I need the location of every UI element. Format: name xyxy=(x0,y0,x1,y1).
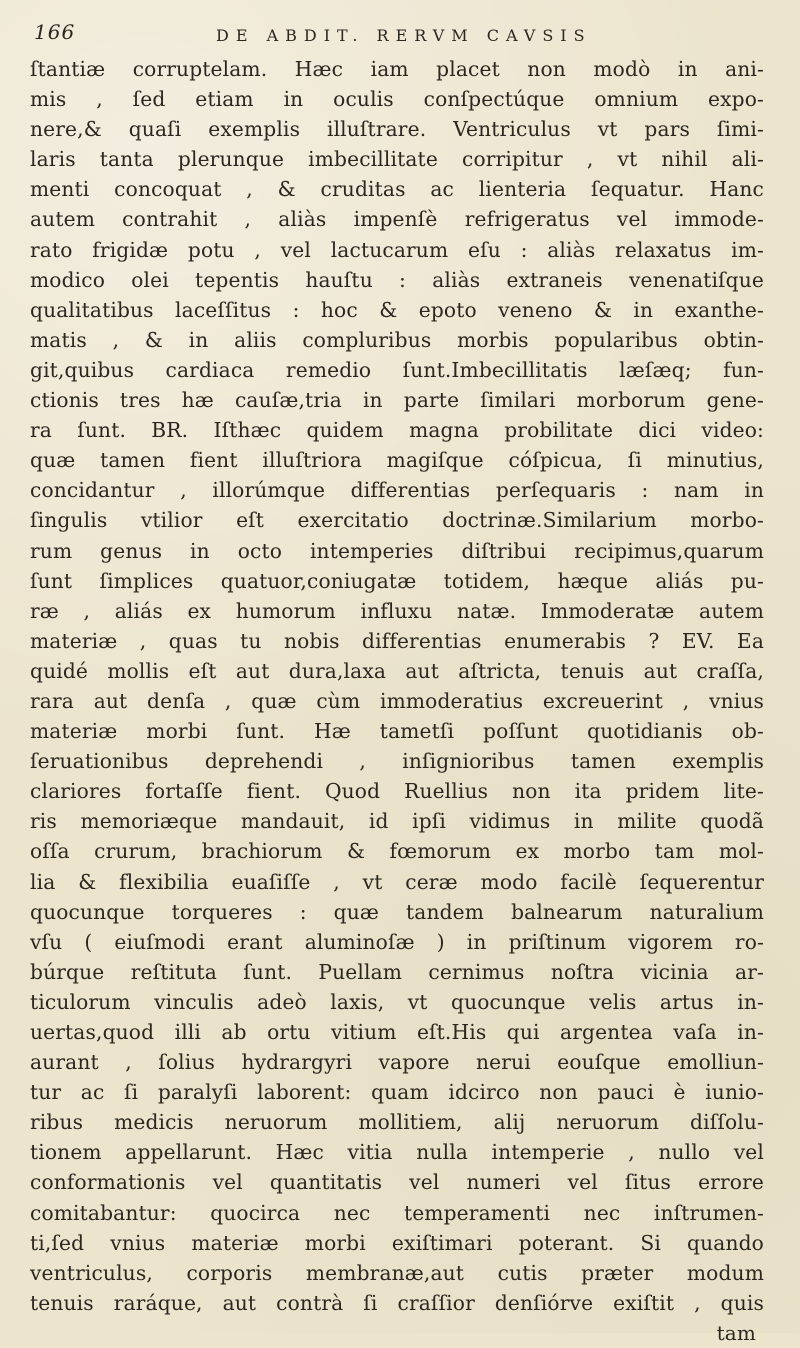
text-line: ſeruationibus deprehendi , inſignioribus tamen exemplis xyxy=(30,749,764,774)
text-line: quocunque torqueres : quæ tandem balnearum naturalium xyxy=(30,899,764,924)
text-line: modico olei tepentis hauſtu : aliàs extraneis venenatiſque xyxy=(30,267,764,292)
page-header xyxy=(30,18,766,48)
text-line: ſunt ſimplices quatuor,coniugatæ totidem, hæque aliás pu- xyxy=(30,568,764,593)
text-line: materiæ morbi ſunt. Hæ tametſi poſſunt quotidianis ob- xyxy=(30,719,764,744)
text-line: ti,ſed vnius materiæ morbi exiſtimari poterant. Si quando xyxy=(30,1230,764,1255)
text-line: git,quibus cardiaca remedio ſunt.Imbecillitatis læſæq; fun- xyxy=(30,357,764,382)
text-line: ticulorum vinculis adeò laxis, vt quocunque velis artus in- xyxy=(30,989,764,1014)
text-line: autem contrahit , aliàs impenſè refrigeratus vel immode- xyxy=(30,207,764,232)
text-line: ctionis tres hæ cauſæ,tria in parte ſimilari morborum gene- xyxy=(30,388,764,413)
text-line: quæ tamen fient illuſtriora magiſque cóſpicua, ſi minutius, xyxy=(30,448,764,473)
text-line: quidé mollis eſt aut dura,laxa aut aſtricta, tenuis aut craſſa, xyxy=(30,658,764,683)
text-line: ſtantiæ corruptelam. Hæc iam placet non modò in ani- xyxy=(30,57,764,81)
text-line: ris memoriæque mandauit, id ipſi vidimus in milite quodã xyxy=(30,809,764,834)
text-line: ſingulis vtilior eſt exercitatio doctrinæ.Similarium morbo- xyxy=(30,508,764,533)
text-line: materiæ , quas tu nobis differentias enumerabis ? EV. Ea xyxy=(30,628,764,653)
text-line: laris tanta plerunque imbecillitate corripitur , vt nihil ali- xyxy=(30,147,764,172)
catchword: tam xyxy=(716,1320,756,1345)
text-line: nere,& quaſi exemplis illuſtrare. Ventriculus vt pars ſimi- xyxy=(30,117,764,142)
running-head: DE ABDIT. RERVM CAVSIS xyxy=(216,26,592,45)
text-line: qualitatibus laceſſitus : hoc & epoto veneno & in exanthe- xyxy=(30,297,764,322)
text-line: clariores fortaſſe fient. Quod Ruellius non ita pridem lite- xyxy=(30,779,764,804)
text-line: conformationis vel quantitatis vel numeri vel ſitus errore xyxy=(30,1170,764,1195)
text-line: tenuis raráque, aut contrà ſi craſſior denſiórve exiſtit , quis xyxy=(30,1290,764,1315)
text-line: rara aut denſa , quæ cùm immoderatius excreuerint , vnius xyxy=(30,688,764,713)
text-line: ribus medicis neruorum mollitiem, alij neruorum diſſolu- xyxy=(30,1110,764,1135)
text-line: ra ſunt. BR. Iſthæc quidem magna probilitate dici video: xyxy=(30,418,764,443)
text-line: rato frigidæ potu , vel lactucarum eſu : aliàs relaxatus im- xyxy=(30,237,764,262)
body-text xyxy=(30,54,766,1348)
text-line: mis , ſed etiam in oculis conſpectúque omnium expo- xyxy=(30,87,764,112)
page-number: 166 xyxy=(34,20,76,44)
text-line: comitabantur: quocirca nec temperamenti nec inſtrumen- xyxy=(30,1200,764,1225)
text-line: rum genus in octo intemperies diſtribui recipimus,quarum xyxy=(30,538,764,563)
text-line: menti concoquat , & cruditas ac lienteria ſequatur. Hanc xyxy=(30,177,764,202)
text-line: vſu ( eiuſmodi erant aluminoſæ ) in priſtinum vigorem ro- xyxy=(30,929,764,954)
text-line: uertas,quod illi ab ortu vitium eſt.His qui argentea vaſa in- xyxy=(30,1020,764,1044)
text-line: tionem appellarunt. Hæc vitia nulla intemperie , nullo vel xyxy=(30,1140,764,1165)
text-line: concidantur , illorúmque differentias perſequaris : nam in xyxy=(30,478,764,503)
text-line: búrque reſtituta ſunt. Puellam cernimus noſtra vicinia ar- xyxy=(30,959,764,984)
text-line: ventriculus, corporis membranæ,aut cutis præter modum xyxy=(30,1260,764,1285)
text-line: aurant , ſolius hydrargyri vapore nerui eouſque emolliun- xyxy=(30,1050,764,1075)
text-line: ræ , aliás ex humorum influxu natæ. Immoderatæ autem xyxy=(30,598,764,623)
text-line: oſſa crurum, brachiorum & fœmorum ex morbo tam mol- xyxy=(30,839,764,864)
text-line: matis , & in aliis compluribus morbis popularibus obtin- xyxy=(30,327,764,352)
text-line: lia & flexibilia euaſiſſe , vt ceræ modo facilè ſequerentur xyxy=(30,869,764,894)
text-line: tur ac ſi paralyſi laborent: quam idcirco non pauci è iunio- xyxy=(30,1080,764,1105)
